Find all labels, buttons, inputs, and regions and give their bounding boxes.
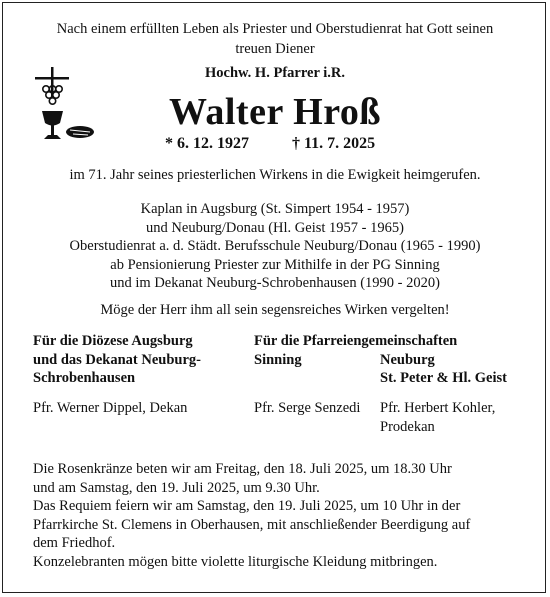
- death-date: † 11. 7. 2025: [292, 135, 376, 152]
- signatory-line: Prodekan: [380, 418, 435, 435]
- heading-line: St. Peter & Hl. Geist: [380, 370, 507, 387]
- notice-line: Das Requiem feiern wir am Samstag, den 19. Juli 2025, um 10 Uhr in der: [33, 498, 461, 515]
- service-notice: [33, 460, 523, 572]
- career-line: Kaplan in Augsburg (St. Simpert 1954 - 1957): [140, 201, 410, 217]
- signature-heading-neuburg: [380, 351, 507, 388]
- birth-date: * 6. 12. 1927: [165, 135, 249, 152]
- notice-line: Konzelebranten mögen bitte violette liturgische Kleidung mitbringen.: [33, 553, 438, 570]
- heading-line: Schrobenhausen: [33, 370, 136, 387]
- notice-line: Die Rosenkränze beten wir am Freitag, den 18. Juli 2025, um 18.30 Uhr: [33, 461, 452, 477]
- intro-line-1: Nach einem erfüllten Leben als Priester und Oberstudienrat hat Gott seinen: [56, 21, 494, 37]
- notice-line: Pfarrkirche St. Clemens in Oberhausen, mit anschließender Beerdigung auf: [33, 516, 471, 533]
- career-line: Oberstudienrat a. d. Städt. Berufsschule Neuburg/Donau (1965 - 1990): [69, 238, 481, 255]
- heading-line: Für die Diözese Augsburg: [33, 333, 193, 349]
- intro-text: [0, 19, 550, 59]
- signature-heading-diocese: [33, 332, 201, 388]
- career-line: und Neuburg/Donau (Hl. Geist 1957 - 1965): [146, 219, 404, 236]
- notice-line: und am Samstag, den 19. Juli 2025, um 9.30 Uhr.: [33, 479, 320, 496]
- summary-text: im 71. Jahr seines priesterlichen Wirkens in die Ewigkeit heimgerufen.: [69, 167, 481, 183]
- notice-line: dem Friedhof.: [33, 535, 116, 552]
- signatory-line: Pfr. Herbert Kohler,: [380, 400, 496, 416]
- signatory-prodean: [380, 399, 495, 436]
- career-line: ab Pensionierung Priester zur Mithilfe in der PG Sinning: [110, 256, 440, 273]
- career-list: [0, 200, 550, 293]
- heading-line: und das Dekanat Neuburg-: [33, 351, 202, 368]
- deceased-name: Walter Hroß: [168, 91, 382, 133]
- heading-line: Sinning: [254, 351, 302, 368]
- heading-line: Für die Pfarreiengemeinschaften: [254, 333, 458, 349]
- signatory-line: Pfr. Serge Senzedi: [254, 400, 361, 416]
- heading-line: Neuburg: [380, 351, 435, 368]
- clerical-title: Hochw. H. Pfarrer i.R.: [204, 65, 345, 81]
- signatory-dean: [33, 399, 187, 418]
- blessing-text: Möge der Herr ihm all sein segensreiches Wirken vergelten!: [100, 302, 450, 318]
- signatory-line: Pfr. Werner Dippel, Dekan: [33, 400, 188, 416]
- signatory-parish-priest: [254, 399, 360, 418]
- career-line: und im Dekanat Neuburg-Schrobenhausen (1990 - 2020): [110, 275, 440, 292]
- intro-line-2: treuen Diener: [235, 41, 315, 57]
